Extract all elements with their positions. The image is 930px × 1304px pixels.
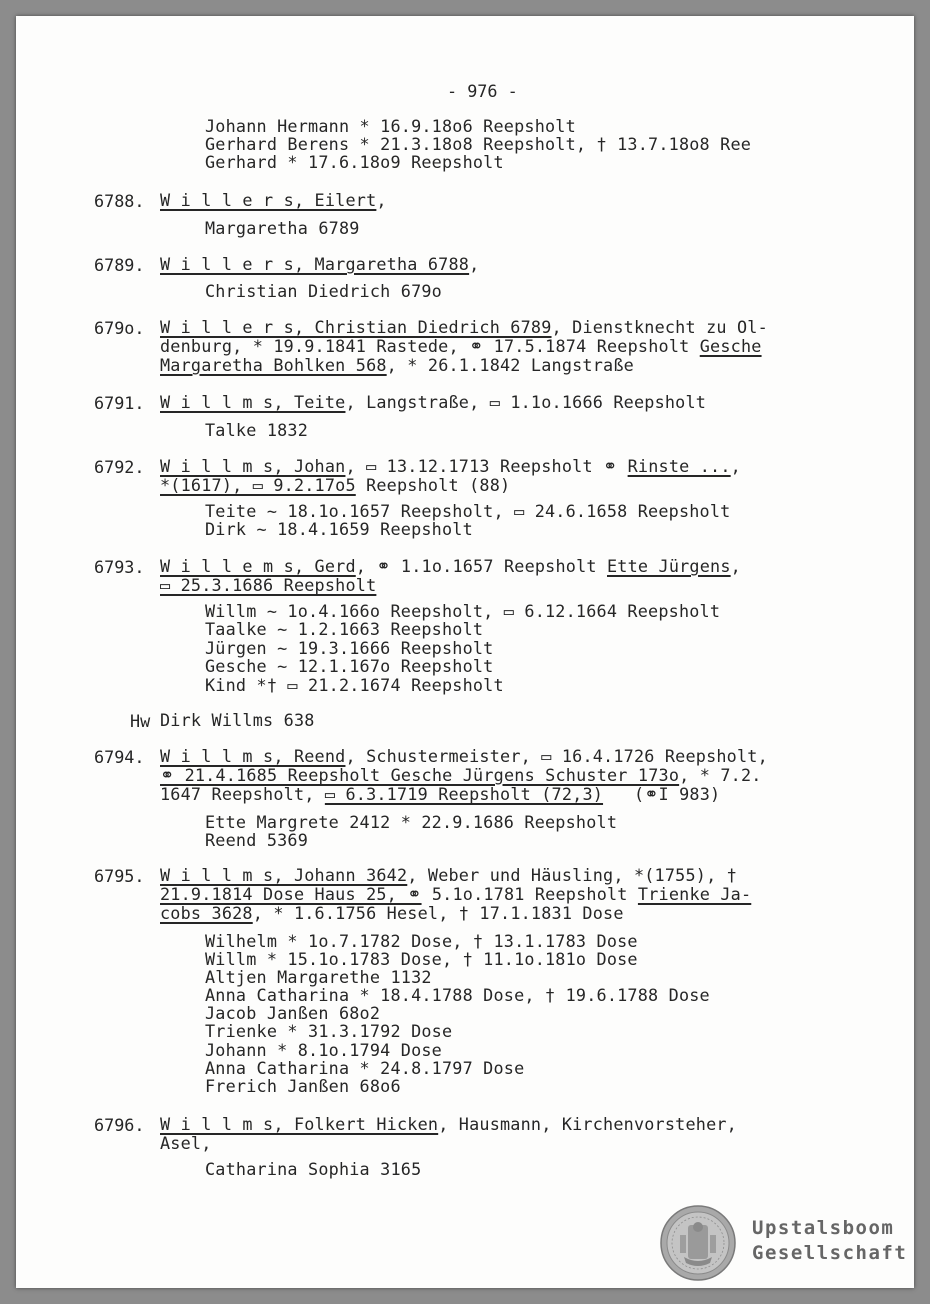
- entry-text-line: [160, 785, 720, 804]
- entry-header-line: [160, 191, 387, 210]
- child-line: Dirk ~ 18.4.1659 Reepsholt: [205, 519, 473, 539]
- entry-number: 6795.: [94, 866, 145, 886]
- child-line: Jürgen ~ 19.3.1666 Reepsholt: [205, 638, 494, 658]
- continuation-line: Gerhard Berens * 21.3.18o8 Reepsholt, † 13.7.18o8 Ree: [205, 134, 752, 154]
- header-text: , Langstraße, ▭ 1.1o.1666 Reepsholt: [345, 392, 707, 412]
- surname-underlined: W i l l m s, Folkert Hicken: [160, 1114, 439, 1134]
- child-line: Anna Catharina * 18.4.1788 Dose, † 19.6.1788 Dose: [205, 985, 710, 1005]
- surname-underlined: W i l l e r s, Christian Diedrich 6789: [160, 317, 552, 337]
- entry-number: 6791.: [94, 393, 145, 413]
- date-underlined: ▭ 6.3.1719 Reepsholt (72,3): [324, 784, 604, 804]
- entry-header-line: [160, 255, 479, 274]
- header-text: 1647 Reepsholt,: [160, 784, 325, 804]
- surname-underlined: W i l l m s, Johan: [160, 456, 346, 476]
- child-line: Gesche ~ 12.1.167o Reepsholt: [205, 656, 494, 676]
- child-line: Teite ~ 18.1o.1657 Reepsholt, ▭ 24.6.1658 Reepsholt: [205, 501, 731, 521]
- spouse-underlined: ⚭ 21.4.1685 Reepsholt Gesche Jürgens Schuster 173o: [160, 765, 680, 785]
- entry-number: 679o.: [94, 318, 145, 338]
- child-line: Christian Diedrich 679o: [205, 281, 442, 301]
- header-text: , * 26.1.1842 Langstraße: [386, 355, 634, 375]
- spouse-underlined: Ette Jürgens: [607, 556, 731, 576]
- child-line: Reend 5369: [205, 830, 309, 850]
- entry-header-line: [160, 1115, 737, 1134]
- header-text: ,: [469, 254, 480, 274]
- header-text: , * 1.6.1756 Hesel, † 17.1.1831 Dose: [252, 903, 624, 923]
- child-line: Catharina Sophia 3165: [205, 1159, 422, 1179]
- child-line: Frerich Janßen 68o6: [205, 1076, 401, 1096]
- spouse-underlined: Gesche: [699, 336, 762, 356]
- header-text: ,: [730, 556, 741, 576]
- child-line: Willm ~ 1o.4.166o Reepsholt, ▭ 6.12.1664 Reepsholt: [205, 601, 721, 621]
- header-text: , Schustermeister, ▭ 16.4.1726 Reepsholt,: [345, 746, 768, 766]
- surname-underlined: W i l l e r s, Margaretha 6788: [160, 254, 470, 274]
- header-text: , Hausmann, Kirchenvorsteher,: [438, 1114, 737, 1134]
- header-text: , ▭ 13.12.1713 Reepsholt ⚭: [345, 456, 628, 476]
- child-line: Willm * 15.1o.1783 Dose, † 11.1o.181o Dose: [205, 949, 638, 969]
- child-line: Taalke ~ 1.2.1663 Reepsholt: [205, 619, 484, 639]
- spouse-underlined: Trienke Ja-: [637, 884, 752, 904]
- header-text: , * 7.2.: [679, 765, 762, 785]
- child-line: Altjen Margarethe 1132: [205, 967, 432, 987]
- surname-underlined: W i l l e m s, Gerd: [160, 556, 356, 576]
- entry-number: 6792.: [94, 457, 145, 477]
- header-text: , ⚭ 1.1o.1657 Reepsholt: [355, 556, 607, 576]
- surname-underlined: W i l l e r s, Eilert: [160, 190, 377, 210]
- header-text: , Dienstknecht zu Ol-: [551, 317, 768, 337]
- date-underlined: 21.9.1814 Dose Haus 25, ⚭: [160, 884, 422, 904]
- spouse-underlined: Margaretha Bohlken 568: [160, 355, 387, 375]
- child-line: Trienke * 31.3.1792 Dose: [205, 1021, 453, 1041]
- header-text: denburg, * 19.9.1841 Rastede, ⚭ 17.5.1874 Reepsholt: [160, 336, 700, 356]
- date-underlined: ▭ 25.3.1686 Reepsholt: [160, 575, 377, 595]
- entry-header-line: Dirk Willms 638: [160, 710, 315, 730]
- entry-text-line: [160, 337, 762, 356]
- page-number: - 976 -: [447, 81, 518, 101]
- entry-number: 6794.: [94, 747, 145, 767]
- entry-text-line: [160, 766, 762, 785]
- spouse-underlined: Rinste ...: [627, 456, 731, 476]
- entry-text-line: Asel,: [160, 1133, 212, 1153]
- header-text: 5.1o.1781 Reepsholt: [421, 884, 638, 904]
- entry-header-line: [160, 393, 706, 412]
- entry-number: 6796.: [94, 1115, 145, 1135]
- header-text: ,: [730, 456, 741, 476]
- logo-line-2: Gesellschaft: [752, 1242, 908, 1264]
- header-text: (⚭I 983): [603, 784, 721, 804]
- entry-text-line: [160, 904, 624, 923]
- date-underlined: *(1617), ▭ 9.2.17o5: [160, 475, 356, 495]
- child-line: Talke 1832: [205, 420, 309, 440]
- upstalsboom-seal-icon: [660, 1205, 736, 1281]
- continuation-line: Gerhard * 17.6.18o9 Reepsholt: [205, 152, 504, 172]
- entry-header-line: [160, 747, 768, 766]
- entry-text-line: [160, 576, 376, 595]
- surname-underlined: W i l l m s, Reend: [160, 746, 346, 766]
- surname-underlined: W i l l m s, Teite: [160, 392, 346, 412]
- entry-number: 6788.: [94, 191, 145, 211]
- entry-header-line: [160, 557, 741, 576]
- logo-line-1: Upstalsboom: [752, 1217, 895, 1239]
- header-text: ,: [376, 190, 387, 210]
- child-line: Anna Catharina * 24.8.1797 Dose: [205, 1058, 525, 1078]
- child-line: Kind *† ▭ 21.2.1674 Reepsholt: [205, 675, 504, 695]
- surname-underlined: W i l l m s, Johann 3642: [160, 865, 408, 885]
- entry-number: Hw: [130, 711, 151, 731]
- child-line: Margaretha 6789: [205, 218, 360, 238]
- header-text: , Weber und Häusling, *(1755), †: [407, 865, 737, 885]
- child-line: Jacob Janßen 68o2: [205, 1003, 381, 1023]
- entry-header-line: [160, 318, 768, 337]
- entry-number: 6789.: [94, 255, 145, 275]
- logo-wordmark: [752, 1216, 907, 1266]
- entry-text-line: [160, 885, 751, 904]
- child-line: Johann * 8.1o.1794 Dose: [205, 1040, 442, 1060]
- child-line: Ette Margrete 2412 * 22.9.1686 Reepsholt: [205, 812, 618, 832]
- entry-header-line: [160, 457, 741, 476]
- header-text: Reepsholt (88): [355, 475, 511, 495]
- entry-number: 6793.: [94, 557, 145, 577]
- child-line: Wilhelm * 1o.7.1782 Dose, † 13.1.1783 Dose: [205, 931, 638, 951]
- entry-text-line: [160, 476, 510, 495]
- continuation-line: Johann Hermann * 16.9.18o6 Reepsholt: [205, 116, 576, 136]
- entry-header-line: [160, 866, 737, 885]
- spouse-underlined: cobs 3628: [160, 903, 253, 923]
- entry-text-line: [160, 356, 634, 375]
